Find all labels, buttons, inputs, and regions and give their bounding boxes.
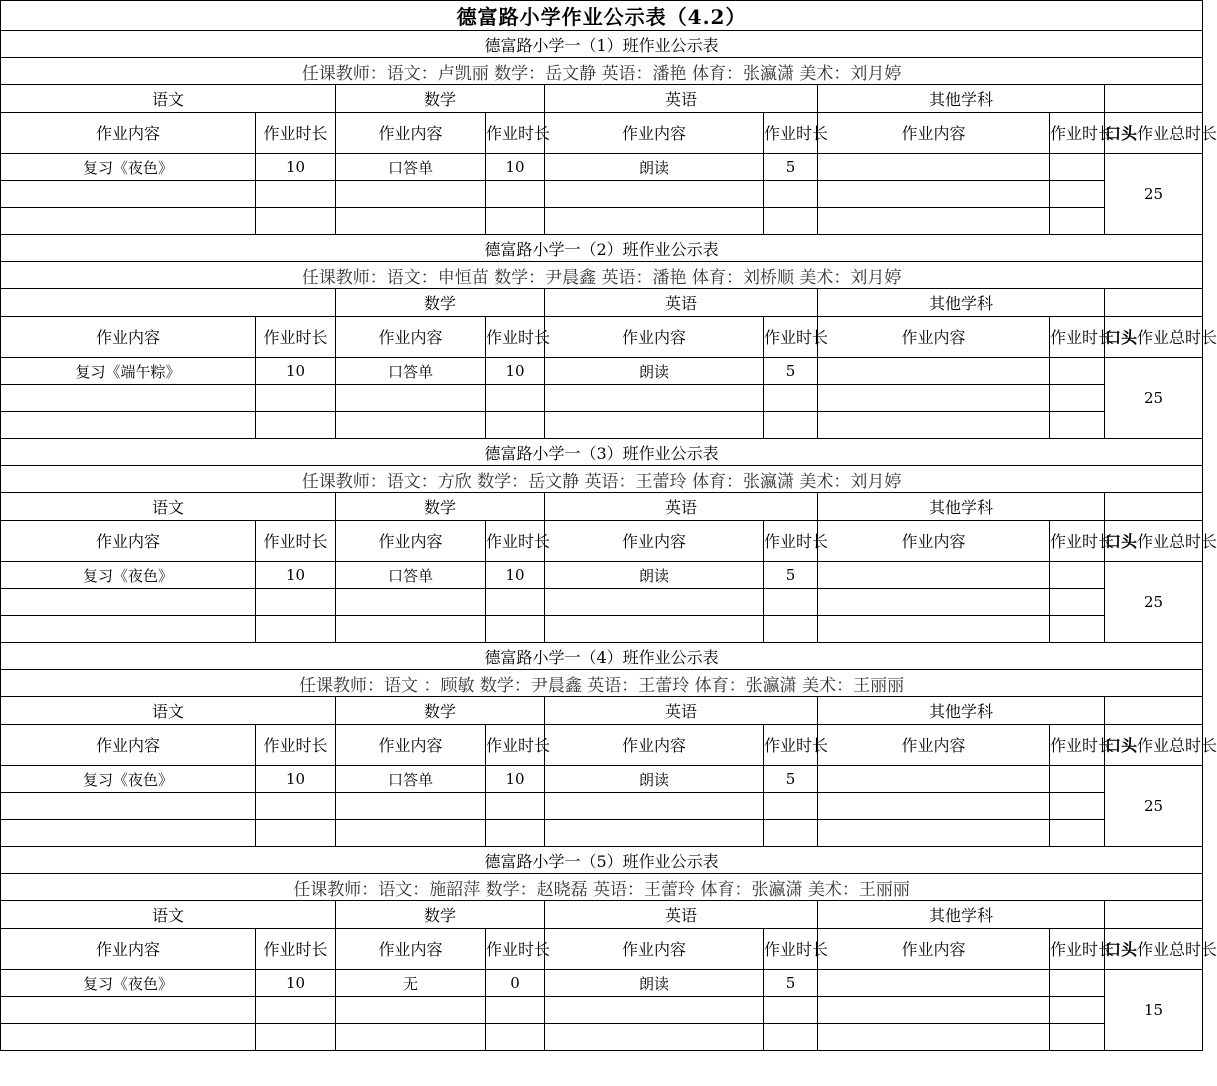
table-row [1,670,1203,697]
other-content [818,970,1050,997]
table-row [1,154,1203,181]
total-header-bold: 口头 [1105,327,1138,347]
empty-cell [545,997,764,1024]
total-duration: 25 [1105,358,1203,439]
empty-cell [818,208,1050,235]
duration-header: 作业时长 [1050,929,1105,970]
table-row [1,901,1203,929]
empty-cell [1050,181,1105,208]
empty-cell [1050,1024,1105,1051]
empty-cell [336,616,486,643]
teachers-line: 任课教师：语文：申恒苗 数学：尹晨鑫 英语：潘艳 体育：刘桥顺 美术：刘月婷 [1,262,1203,289]
duration-header: 作业时长 [256,725,336,766]
table-row [1,697,1203,725]
empty-cell [1,208,256,235]
empty-cell [256,820,336,847]
content-header: 作业内容 [1,113,256,154]
other-content [818,358,1050,385]
duration-header: 作业时长 [1050,113,1105,154]
table-row [1,289,1203,317]
duration-header: 作业时长 [486,317,545,358]
total-duration-header [1105,725,1217,766]
table-row [1,643,1203,670]
empty-cell [818,820,1050,847]
empty-cell [1,385,256,412]
other-content [818,562,1050,589]
table-row [1,31,1203,58]
subject-english-header: 英语 [545,289,818,317]
empty-cell [486,412,545,439]
empty-cell [764,412,818,439]
math-content: 口答单 [336,358,486,385]
math-time: 0 [486,970,545,997]
subject-math-header: 数学 [336,901,545,929]
content-header: 作业内容 [545,929,764,970]
blank-header-cell [1105,901,1203,929]
subject-other-header: 其他学科 [818,697,1105,725]
math-content: 口答单 [336,154,486,181]
table-row [1,466,1203,493]
duration-header: 作业时长 [486,929,545,970]
subject-other-header: 其他学科 [818,85,1105,113]
empty-cell [256,616,336,643]
total-duration-header [1105,929,1217,970]
empty-cell [545,1024,764,1051]
empty-cell [256,412,336,439]
subject-chinese-header: 语文 [1,901,336,929]
duration-header: 作业时长 [256,521,336,562]
teachers-line: 任课教师：语文：施韶萍 数学：赵晓磊 英语：王蕾玲 体育：张瀛潇 美术：王丽丽 [1,874,1203,901]
math-time: 10 [486,154,545,181]
subject-math-header: 数学 [336,697,545,725]
empty-cell [545,616,764,643]
content-header: 作业内容 [336,929,486,970]
empty-cell [545,181,764,208]
empty-cell [1050,412,1105,439]
english-time: 5 [764,766,818,793]
page-title: 德富路小学作业公示表（4.2） [1,1,1203,31]
content-header: 作业内容 [336,113,486,154]
empty-cell [764,616,818,643]
subject-math-header: 数学 [336,85,545,113]
empty-cell [336,208,486,235]
total-header-bold: 口头 [1105,123,1138,143]
other-content [818,154,1050,181]
subject-english-header: 英语 [545,697,818,725]
empty-cell [764,820,818,847]
empty-cell [764,589,818,616]
empty-cell [818,616,1050,643]
empty-cell [545,385,764,412]
empty-cell [545,589,764,616]
teachers-line: 任课教师：语文：方欣 数学：岳文静 英语：王蕾玲 体育：张瀛潇 美术：刘月婷 [1,466,1203,493]
english-content: 朗读 [545,358,764,385]
math-time: 10 [486,562,545,589]
empty-cell [818,997,1050,1024]
empty-cell [256,793,336,820]
empty-cell [764,181,818,208]
other-time [1050,766,1105,793]
math-content: 口答单 [336,562,486,589]
table-row [1,970,1203,997]
empty-cell [1050,208,1105,235]
empty-cell [336,412,486,439]
chinese-content: 复习《夜色》 [1,154,256,181]
content-header: 作业内容 [545,521,764,562]
math-time: 10 [486,358,545,385]
content-header: 作业内容 [545,317,764,358]
other-time [1050,970,1105,997]
total-duration: 15 [1105,970,1203,1051]
empty-cell [1050,589,1105,616]
chinese-time: 10 [256,970,336,997]
english-content: 朗读 [545,970,764,997]
total-duration: 25 [1105,562,1203,643]
content-header: 作业内容 [1,521,256,562]
table-row [1,58,1203,85]
empty-cell [486,793,545,820]
content-header: 作业内容 [1,317,256,358]
empty-cell [764,1024,818,1051]
table-row [1,358,1203,385]
empty-cell [1050,793,1105,820]
empty-cell [256,181,336,208]
content-header: 作业内容 [336,521,486,562]
table-row [1,385,1203,412]
table-row [1,589,1203,616]
empty-cell [1,820,256,847]
chinese-time: 10 [256,766,336,793]
table-row [1,85,1203,113]
empty-cell [1,589,256,616]
empty-cell [1,616,256,643]
english-time: 5 [764,154,818,181]
empty-cell [545,793,764,820]
empty-cell [764,997,818,1024]
chinese-content: 复习《夜色》 [1,562,256,589]
table-row [1,181,1203,208]
empty-cell [486,385,545,412]
class-title: 德富路小学一（3）班作业公示表 [1,439,1203,466]
empty-cell [256,1024,336,1051]
table-row [1,412,1203,439]
empty-cell [1050,997,1105,1024]
table-row [1,725,1203,766]
empty-cell [486,616,545,643]
duration-header: 作业时长 [1050,725,1105,766]
total-header-rest: 作业总时长 [1137,123,1217,143]
other-content [818,766,1050,793]
content-header: 作业内容 [818,725,1050,766]
empty-cell [1,412,256,439]
content-header: 作业内容 [1,725,256,766]
total-header-bold: 口头 [1105,735,1138,755]
content-header: 作业内容 [818,113,1050,154]
content-header: 作业内容 [818,929,1050,970]
total-duration: 25 [1105,766,1203,847]
class-title: 德富路小学一（5）班作业公示表 [1,847,1203,874]
empty-cell [1050,616,1105,643]
table-row [1,766,1203,793]
subject-math-header: 数学 [336,289,545,317]
empty-cell [336,793,486,820]
empty-cell [486,181,545,208]
table-row [1,562,1203,589]
total-duration-header [1105,113,1217,154]
total-duration-header [1105,521,1217,562]
empty-cell [256,997,336,1024]
other-time [1050,358,1105,385]
other-time [1050,562,1105,589]
table-row [1,820,1203,847]
subject-english-header: 英语 [545,85,818,113]
empty-cell [1050,385,1105,412]
empty-cell [818,1024,1050,1051]
total-header-rest: 作业总时长 [1137,531,1217,551]
duration-header: 作业时长 [256,317,336,358]
subject-chinese-header [1,289,336,317]
content-header: 作业内容 [336,725,486,766]
english-time: 5 [764,358,818,385]
empty-cell [545,208,764,235]
empty-cell [764,385,818,412]
english-content: 朗读 [545,154,764,181]
table-row [1,208,1203,235]
empty-cell [764,208,818,235]
duration-header: 作业时长 [1050,521,1105,562]
empty-cell [1,1024,256,1051]
english-time: 5 [764,970,818,997]
subject-chinese-header: 语文 [1,697,336,725]
chinese-content: 复习《夜色》 [1,766,256,793]
empty-cell [818,589,1050,616]
duration-header: 作业时长 [764,521,818,562]
class-title: 德富路小学一（4）班作业公示表 [1,643,1203,670]
empty-cell [1,181,256,208]
table-row [1,929,1203,970]
empty-cell [336,820,486,847]
chinese-time: 10 [256,154,336,181]
content-header: 作业内容 [545,725,764,766]
empty-cell [818,412,1050,439]
blank-header-cell [1105,493,1203,521]
duration-header: 作业时长 [764,929,818,970]
table-row [1,847,1203,874]
subject-math-header: 数学 [336,493,545,521]
duration-header: 作业时长 [486,725,545,766]
subject-english-header: 英语 [545,493,818,521]
empty-cell [336,997,486,1024]
math-content: 无 [336,970,486,997]
math-content: 口答单 [336,766,486,793]
empty-cell [256,208,336,235]
table-row [1,493,1203,521]
math-time: 10 [486,766,545,793]
subject-chinese-header: 语文 [1,85,336,113]
subject-english-header: 英语 [545,901,818,929]
table-row [1,113,1203,154]
blank-header-cell [1105,289,1203,317]
class-title: 德富路小学一（2）班作业公示表 [1,235,1203,262]
english-content: 朗读 [545,766,764,793]
duration-header: 作业时长 [256,929,336,970]
table-row [1,616,1203,643]
empty-cell [818,181,1050,208]
subject-other-header: 其他学科 [818,493,1105,521]
total-duration: 25 [1105,154,1203,235]
empty-cell [1,793,256,820]
empty-cell [764,793,818,820]
duration-header: 作业时长 [764,317,818,358]
empty-cell [336,1024,486,1051]
content-header: 作业内容 [336,317,486,358]
chinese-content: 复习《夜色》 [1,970,256,997]
duration-header: 作业时长 [486,521,545,562]
empty-cell [545,820,764,847]
duration-header: 作业时长 [1050,317,1105,358]
english-content: 朗读 [545,562,764,589]
chinese-time: 10 [256,358,336,385]
empty-cell [545,412,764,439]
empty-cell [486,589,545,616]
subject-other-header: 其他学科 [818,901,1105,929]
empty-cell [486,1024,545,1051]
chinese-time: 10 [256,562,336,589]
table-row [1,521,1203,562]
empty-cell [256,385,336,412]
total-header-rest: 作业总时长 [1137,735,1217,755]
total-header-bold: 口头 [1105,939,1138,959]
empty-cell [818,385,1050,412]
duration-header: 作业时长 [256,113,336,154]
subject-chinese-header: 语文 [1,493,336,521]
empty-cell [336,385,486,412]
empty-cell [1050,820,1105,847]
content-header: 作业内容 [545,113,764,154]
empty-cell [486,820,545,847]
class-title: 德富路小学一（1）班作业公示表 [1,31,1203,58]
total-duration-header [1105,317,1217,358]
teachers-line: 任课教师：语文：卢凯丽 数学：岳文静 英语：潘艳 体育：张瀛潇 美术：刘月婷 [1,58,1203,85]
blank-header-cell [1105,85,1203,113]
table-row [1,262,1203,289]
empty-cell [486,997,545,1024]
table-row [1,317,1203,358]
empty-cell [486,208,545,235]
blank-header-cell [1105,697,1203,725]
empty-cell [336,589,486,616]
chinese-content: 复习《端午粽》 [1,358,256,385]
subject-other-header: 其他学科 [818,289,1105,317]
table-row [1,439,1203,466]
teachers-line: 任课教师：语文 ：顾敏 数学：尹晨鑫 英语：王蕾玲 体育：张瀛潇 美术：王丽丽 [1,670,1203,697]
empty-cell [818,793,1050,820]
empty-cell [1,997,256,1024]
empty-cell [336,181,486,208]
content-header: 作业内容 [818,317,1050,358]
table-row [1,1024,1203,1051]
table-row [1,874,1203,901]
english-time: 5 [764,562,818,589]
table-row [1,997,1203,1024]
duration-header: 作业时长 [764,113,818,154]
duration-header: 作业时长 [764,725,818,766]
table-row [1,235,1203,262]
total-header-rest: 作业总时长 [1137,939,1217,959]
content-header: 作业内容 [818,521,1050,562]
other-time [1050,154,1105,181]
empty-cell [256,589,336,616]
table-row [1,793,1203,820]
content-header: 作业内容 [1,929,256,970]
total-header-bold: 口头 [1105,531,1138,551]
total-header-rest: 作业总时长 [1137,327,1217,347]
duration-header: 作业时长 [486,113,545,154]
